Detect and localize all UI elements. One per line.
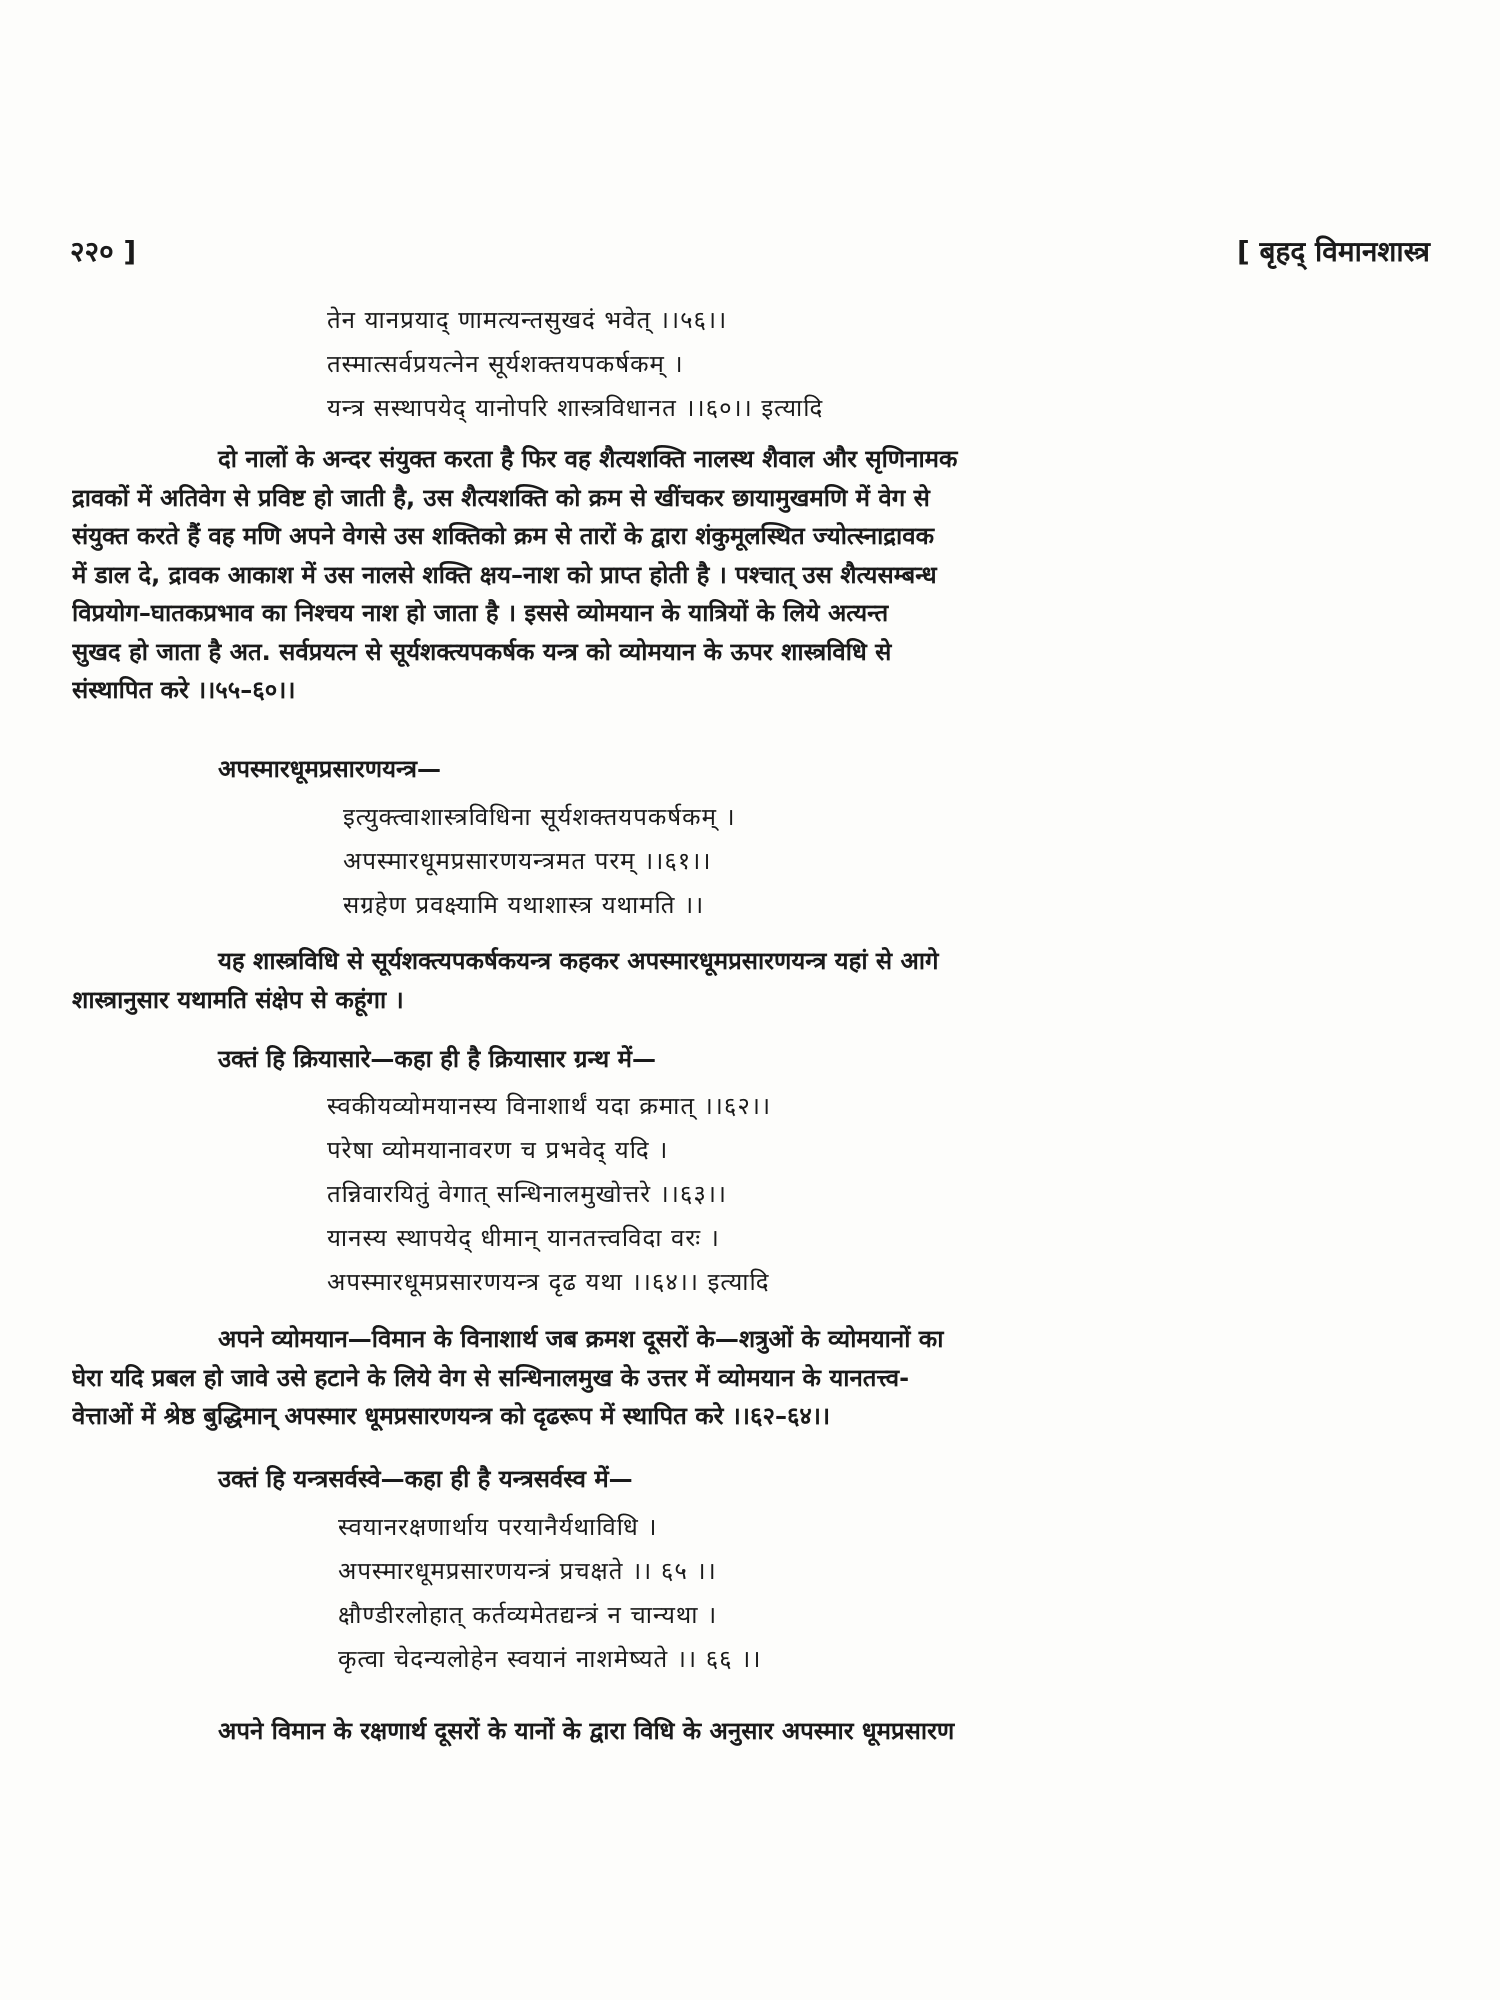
- verse-block-62-64: [327, 1084, 1227, 1304]
- citation-kriyasara: उक्तं हि क्रियासारे—कहा ही है क्रियासार ग्रन्थ में—: [218, 1045, 656, 1073]
- page-number: २२० ]: [70, 235, 137, 268]
- page-header: [70, 232, 1430, 272]
- verse-line: अपस्मारधूमप्रसारणयन्त्रमत परम् ।।६१।।: [343, 847, 712, 875]
- verse-line: यन्त्र सस्थापयेद् यानोपरि शास्त्रविधानत ।।६०।। इत्यादि: [327, 394, 824, 422]
- prose-line: शास्त्रानुसार यथामति संक्षेप से कहूंगा ।: [72, 985, 404, 1014]
- verse-line: यानस्य स्थापयेद् धीमान् यानतत्त्वविदा वरः ।: [327, 1224, 720, 1252]
- prose-line: में डाल दे, द्रावक आकाश में उस नालसे शक्ति क्षय–नाश को प्राप्त होती है । पश्चात् उस शैत्यसम्बन्ध: [72, 560, 937, 589]
- citation-yantrasarvasva: उक्तं हि यन्त्रसर्वस्वे—कहा ही है यन्त्रसर्वस्व में—: [218, 1465, 633, 1493]
- verse-line: अपस्मारधूमप्रसारणयन्त्र दृढ यथा ।।६४।। इत्यादि: [327, 1268, 770, 1296]
- prose-line: दो नालों के अन्दर संयुक्त करता है फिर वह शैत्यशक्ति नालस्थ शैवाल और सृणिनामक: [218, 445, 958, 473]
- verse-block-56-60: [327, 298, 1227, 430]
- prose-line: अपने व्योमयान—विमान के विनाशार्थ जब क्रमश दूसरों के—शत्रुओं के व्योमयानों का: [218, 1325, 944, 1353]
- verse-block-65-66: [338, 1505, 1238, 1681]
- prose-line: संयुक्त करते हैं वह मणि अपने वेगसे उस शक्तिको क्रम से तारों के द्वारा शंकुमूलस्थित ज्योत्स्नाद्रावक: [72, 522, 935, 550]
- prose-line: सुखद हो जाता है अत. सर्वप्रयत्न से सूर्यशक्त्यपकर्षक यन्त्र को व्योमयान के ऊपर शास्त्रविधि से: [72, 637, 892, 666]
- verse-line: तस्मात्सर्वप्रयत्नेन सूर्यशक्तयपकर्षकम् ।: [327, 350, 684, 378]
- verse-line: तेन यानप्रयाद् णामत्यन्तसुखदं भवेत् ।।५६।।: [327, 306, 728, 334]
- commentary-61: [72, 942, 1420, 1019]
- verse-block-61: [343, 795, 1243, 927]
- prose-line: संस्थापित करे ।।५५–६०।।: [72, 676, 296, 704]
- running-title: [ बृहद् विमानशास्त्र: [1236, 235, 1430, 268]
- verse-line: क्षौण्डीरलोहात् कर्तव्यमेतद्यन्त्रं न चान्यथा ।: [338, 1601, 718, 1629]
- verse-line: अपस्मारधूमप्रसारणयन्त्रं प्रचक्षते ।। ६५ ।।: [338, 1557, 717, 1585]
- verse-line: स्वकीयव्योमयानस्य विनाशार्थं यदा क्रमात् ।।६२।।: [327, 1092, 772, 1120]
- verse-line: कृत्वा चेदन्यलोहेन स्वयानं नाशमेष्यते ।। ६६ ।।: [338, 1645, 762, 1673]
- prose-line: विप्रयोग–घातकप्रभाव का निश्चय नाश हो जाता है । इससे व्योमयान के यात्रियों के लिये अत्यन्त: [72, 599, 889, 627]
- commentary-62-64: [72, 1320, 1420, 1436]
- commentary-65-66: [72, 1712, 1420, 1751]
- commentary-55-60: [72, 440, 1420, 710]
- verse-line: तन्निवारयितुं वेगात् सन्धिनालमुखोत्तरे ।।६३।।: [327, 1180, 728, 1208]
- prose-line: घेरा यदि प्रबल हो जावे उसे हटाने के लिये वेग से सन्धिनालमुख के उत्तर में व्योमयान के यानतत्त्व-: [72, 1363, 910, 1392]
- prose-line: वेत्ताओं में श्रेष्ठ बुद्धिमान् अपस्मार धूमप्रसारणयन्त्र को दृढरूप में स्थापित करे ।।६२–६४।।: [72, 1402, 831, 1430]
- verse-line: इत्युक्त्वाशास्त्रविधिना सूर्यशक्तयपकर्षकम् ।: [343, 803, 736, 831]
- prose-line: द्रावकों में अतिवेग से प्रविष्ट हो जाती है, उस शैत्यशक्ति को क्रम से खींचकर छायामुखमणि में वेग से: [72, 483, 930, 512]
- verse-line: स्वयानरक्षणार्थाय परयानैर्यथाविधि ।: [338, 1513, 658, 1541]
- verse-line: सग्रहेण प्रवक्ष्यामि यथाशास्त्र यथामति ।।: [343, 891, 705, 919]
- section-heading-apasmara-yantra: अपस्मारधूमप्रसारणयन्त्र—: [218, 755, 442, 783]
- prose-line: यह शास्त्रविधि से सूर्यशक्त्यपकर्षकयन्त्र कहकर अपस्मारधूमप्रसारणयन्त्र यहां से आगे: [218, 947, 939, 975]
- prose-line: अपने विमान के रक्षणार्थ दूसरों के यानों के द्वारा विधि के अनुसार अपस्मार धूमप्रसारण: [218, 1717, 955, 1745]
- verse-line: परेषा व्योमयानावरण च प्रभवेद् यदि ।: [327, 1136, 669, 1164]
